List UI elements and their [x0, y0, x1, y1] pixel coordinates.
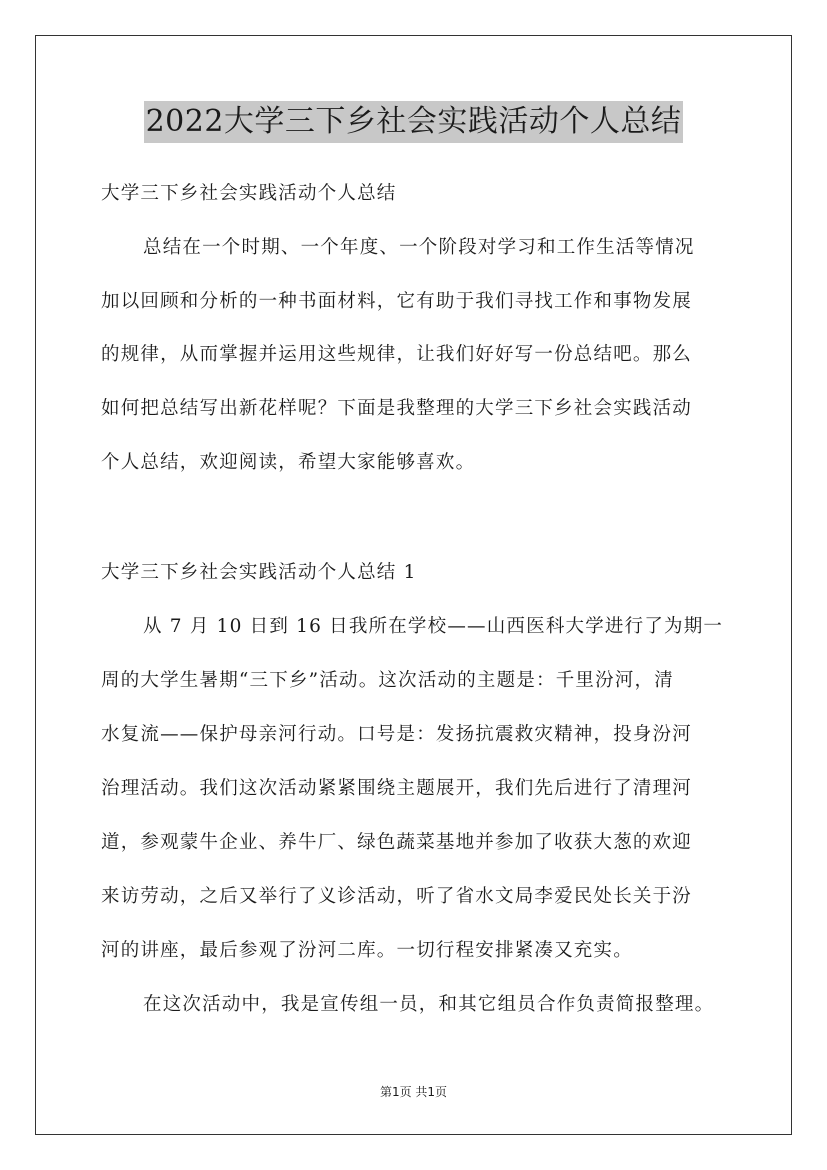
- paragraph-line: 总结在一个时期、一个年度、一个阶段对学习和工作生活等情况: [143, 237, 695, 258]
- paragraph-line: 周的大学生暑期“三下乡”活动。这次活动的主题是：千里汾河，清: [101, 670, 674, 691]
- document-title: [0, 101, 827, 143]
- paragraph-line: 道，参观蒙牛企业、养牛厂、绿色蔬菜基地并参加了收获大葱的欢迎: [101, 832, 693, 853]
- document-title-text: 2022大学三下乡社会实践活动个人总结: [144, 101, 684, 143]
- paragraph-line: 水复流——保护母亲河行动。口号是：发扬抗震救灾精神，投身汾河: [101, 724, 693, 745]
- section-heading: 大学三下乡社会实践活动个人总结 1: [101, 562, 417, 583]
- paragraph-line: 如何把总结写出新花样呢？下面是我整理的大学三下乡社会实践活动: [101, 398, 693, 419]
- paragraph-line: 加以回顾和分析的一种书面材料，它有助于我们寻找工作和事物发展: [101, 291, 693, 312]
- page-footer: 第1页 共1页: [379, 1085, 448, 1099]
- subtitle-line: 大学三下乡社会实践活动个人总结: [101, 183, 397, 204]
- paragraph-line: 河的讲座，最后参观了汾河二库。一切行程安排紧凑又充实。: [101, 940, 633, 961]
- paragraph-line: 来访劳动，之后又举行了义诊活动，听了省水文局李爱民处长关于汾: [101, 886, 693, 907]
- paragraph-line: 从 7 月 10 日到 16 日我所在学校——山西医科大学进行了为期一: [143, 616, 724, 637]
- paragraph-line: 个人总结，欢迎阅读，希望大家能够喜欢。: [101, 452, 476, 473]
- paragraph-line: 的规律，从而掌握并运用这些规律，让我们好好写一份总结吧。那么: [101, 344, 693, 365]
- paragraph-line: 治理活动。我们这次活动紧紧围绕主题展开，我们先后进行了清理河: [101, 778, 693, 799]
- paragraph-line: 在这次活动中，我是宣传组一员，和其它组员合作负责简报整理。: [143, 994, 715, 1015]
